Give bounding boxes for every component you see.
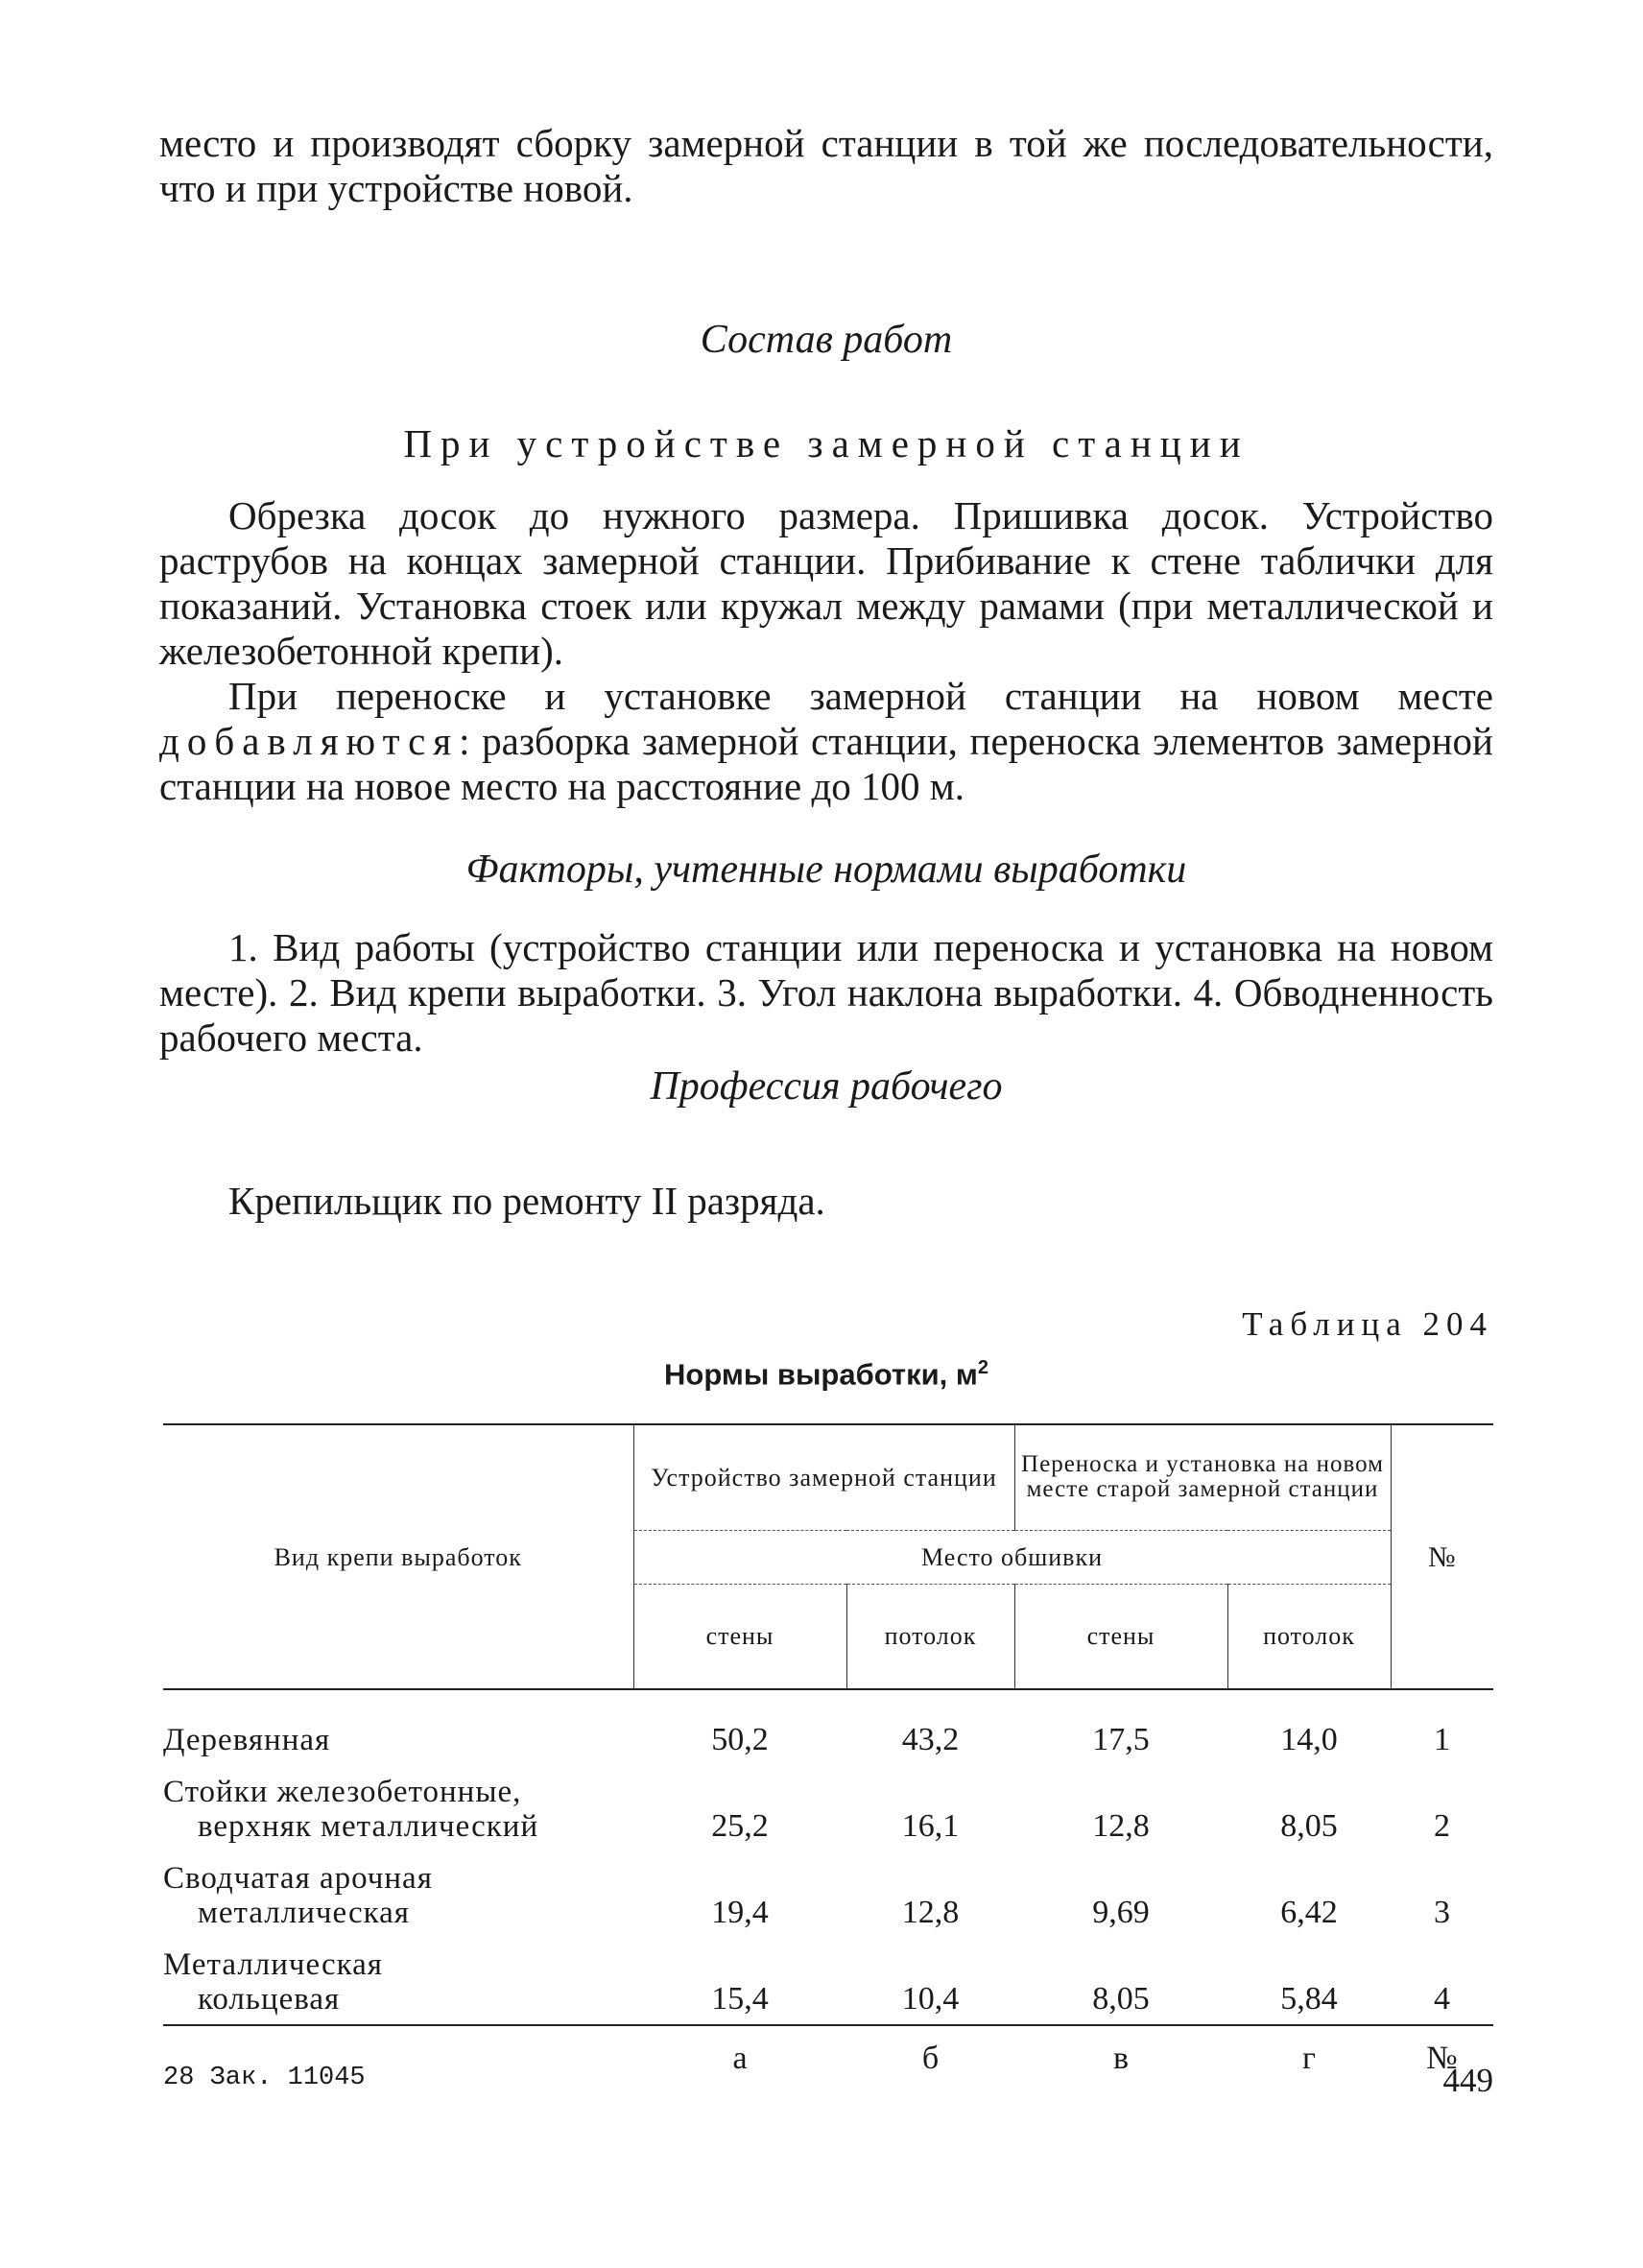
table-row xyxy=(163,1757,1493,1844)
table-row xyxy=(163,1689,1493,1757)
header-ceiling-1: потолок xyxy=(846,1584,1014,1689)
row-name-line2: кольцевая xyxy=(198,1982,341,2017)
print-order-note: 28 Зак. 11045 xyxy=(163,2064,366,2092)
table-caption-text: Нормы выработки, м xyxy=(664,1357,978,1392)
table-row xyxy=(163,1844,1493,1930)
cell-a: 15,4 xyxy=(633,1930,846,2025)
header-kind: Вид крепи выработок xyxy=(163,1424,633,1689)
paragraph-2-end: : разборка замерной станции, переноска элементов замерной станции на новое место на расстояние до 100 м. xyxy=(159,719,1493,808)
cell-no: 2 xyxy=(1434,1808,1450,1844)
factors-paragraph: 1. Вид работы (устройство станции или переноска и установка на новом месте). 2. Вид крепи выработки. 3. Угол наклона выработки. 4. Обводненность рабочего места. xyxy=(159,925,1493,1060)
cell-a: 50,2 xyxy=(711,1722,769,1757)
row-name-line2: верхняк металлический xyxy=(198,1809,539,1844)
cell-d: 14,0 xyxy=(1280,1722,1338,1757)
cell-no: 4 xyxy=(1391,1930,1493,2025)
cell-c: 9,69 xyxy=(1092,1895,1150,1930)
cell-c: 8,05 xyxy=(1014,1930,1227,2025)
cell-d: 8,05 xyxy=(1280,1808,1338,1844)
profession-heading: Профессия рабочего xyxy=(650,1064,1003,1109)
row-name-line1: Сводчатая арочная xyxy=(163,1861,433,1896)
cell-b: 43,2 xyxy=(901,1722,960,1757)
cell-b: 16,1 xyxy=(901,1808,960,1844)
header-walls-2: стены xyxy=(1014,1584,1227,1689)
cell-c: 17,5 xyxy=(1092,1722,1150,1757)
composition-paragraph-1: Обрезка досок до нужного размера. Пришивка досок. Устройство раструбов на концах замерной станции. Прибивание к стене таблички для показаний. Установка стоек или кружал между рамами (при металлической и железобетонной крепи). xyxy=(159,493,1493,673)
composition-subheading: При устройстве замерной станции xyxy=(403,421,1250,466)
cell-no: 1 xyxy=(1434,1722,1450,1757)
cell-b: 10,4 xyxy=(846,1930,1014,2025)
header-place: Место обшивки xyxy=(633,1530,1391,1584)
cell-no: 3 xyxy=(1434,1895,1450,1930)
footer-cell-d: г xyxy=(1302,2041,1316,2076)
cell-d: 6,42 xyxy=(1280,1895,1338,1930)
cell-d: 5,84 xyxy=(1227,1930,1391,2025)
row-name xyxy=(163,1757,633,1844)
header-group-install: Устройство замерной станции xyxy=(633,1424,1014,1530)
cell-a: 25,2 xyxy=(711,1808,769,1844)
row-name-line2: металлическая xyxy=(198,1896,410,1930)
header-walls-1: стены xyxy=(633,1584,846,1689)
paragraph-2-spaced-word: добавляются xyxy=(159,719,460,763)
composition-heading: Состав работ xyxy=(700,318,953,362)
factors-heading: Факторы, учтенные нормами выработки xyxy=(465,848,1187,892)
paragraph-2-start: При переноске и установке замерной станции на новом месте xyxy=(228,674,1493,718)
table-caption xyxy=(159,1357,1493,1392)
norms-table xyxy=(163,1423,1493,2076)
row-name xyxy=(163,1844,633,1930)
row-name-line1: Металлическая xyxy=(163,1947,383,1982)
footer-cell-a: а xyxy=(732,2041,748,2076)
header-no: № xyxy=(1391,1424,1493,1689)
table-label: Таблица 204 xyxy=(1242,1305,1493,1343)
cell-a: 19,4 xyxy=(711,1895,769,1930)
cell-c: 12,8 xyxy=(1092,1808,1150,1844)
row-name xyxy=(163,1689,633,1757)
profession-paragraph: Крепильщик по ремонту II разряда. xyxy=(228,1179,825,1223)
page-number: 449 xyxy=(1442,2062,1493,2099)
footer-cell-c: в xyxy=(1112,2041,1130,2076)
intro-paragraph: место и производят сборку замерной станции в той же последовательности, что и при устройстве новой. xyxy=(159,121,1493,210)
row-name xyxy=(163,1930,633,2025)
composition-paragraph-2 xyxy=(159,674,1493,809)
cell-b: 12,8 xyxy=(901,1895,960,1930)
row-name-line1: Стойки железобетонные, xyxy=(163,1775,522,1809)
header-ceiling-2: потолок xyxy=(1227,1584,1391,1689)
footer-cell-b: б xyxy=(921,2041,940,2076)
footer-cell-no: № xyxy=(1426,2041,1458,2076)
table-caption-sup: 2 xyxy=(977,1357,988,1378)
header-group-move: Переноска и установка на новом месте старой замерной станции xyxy=(1014,1424,1391,1530)
table-row xyxy=(163,1930,1493,2025)
row-name-line1: Деревянная xyxy=(163,1723,331,1757)
